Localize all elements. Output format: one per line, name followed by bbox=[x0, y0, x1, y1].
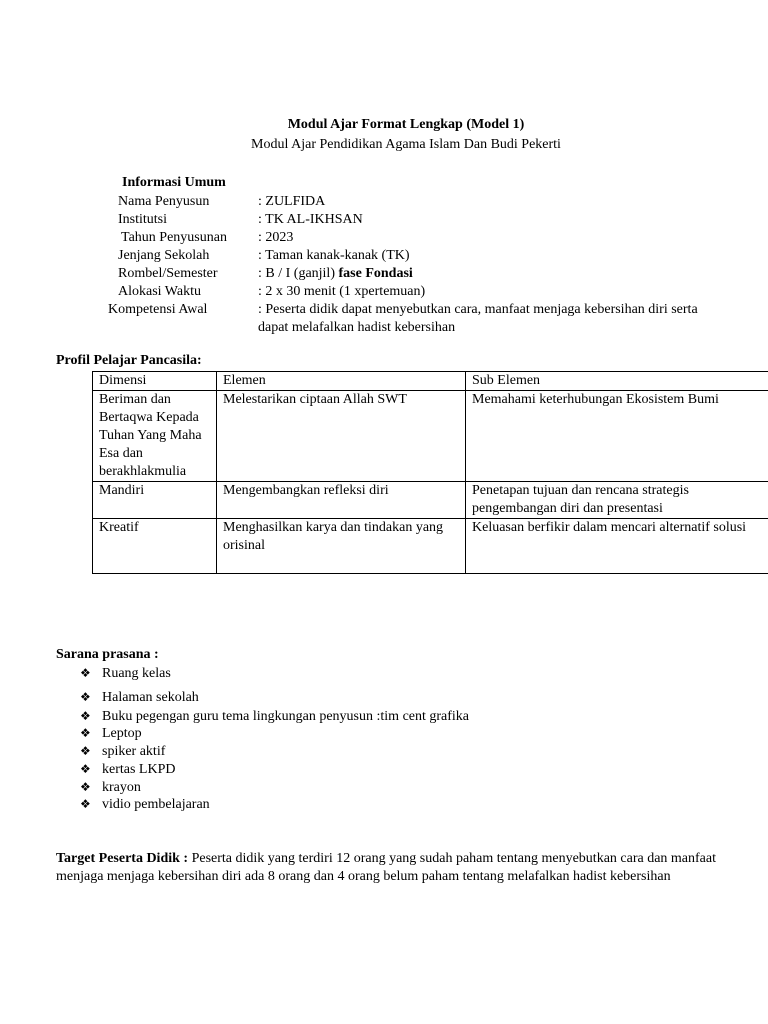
profil-table bbox=[92, 371, 768, 574]
diamond-bullet-icon: ❖ bbox=[80, 666, 91, 680]
diamond-bullet-icon: ❖ bbox=[80, 780, 91, 794]
table-cell-dimensi: Beriman dan Bertaqwa Kepada Tuhan Yang Maha Esa dan berakhlakmulia bbox=[93, 391, 217, 482]
table-row bbox=[93, 519, 768, 574]
field-value-text: : B / I (ganjil) bbox=[258, 266, 339, 281]
informasi-umum-heading: Informasi Umum bbox=[122, 175, 226, 190]
field-value: : Peserta didik dapat menyebutkan cara, manfaat menjaga kebersihan diri serta bbox=[258, 302, 698, 317]
diamond-bullet-icon: ❖ bbox=[80, 690, 91, 704]
profil-heading: Profil Pelajar Pancasila: bbox=[56, 353, 202, 368]
sarana-heading: Sarana prasana : bbox=[56, 647, 159, 662]
diamond-bullet-icon: ❖ bbox=[80, 744, 91, 758]
fase-label: fase Fondasi bbox=[338, 266, 413, 281]
field-alokasi-waktu bbox=[0, 283, 768, 301]
table-cell-sub-elemen: Penetapan tujuan dan rencana strategis pengembangan diri dan presentasi bbox=[466, 482, 768, 519]
field-label: Rombel/Semester bbox=[118, 266, 218, 281]
diamond-bullet-icon: ❖ bbox=[80, 762, 91, 776]
field-value: : 2 x 30 menit (1 xpertemuan) bbox=[258, 284, 426, 299]
field-tahun-penyusunan bbox=[0, 229, 768, 247]
target-heading: Target Peserta Didik : bbox=[56, 851, 189, 866]
table-cell-dimensi: Kreatif bbox=[93, 519, 217, 574]
field-value bbox=[258, 265, 413, 283]
list-item: ❖ krayon bbox=[80, 780, 141, 795]
field-institusi bbox=[0, 211, 768, 229]
list-item: ❖ Leptop bbox=[80, 726, 142, 741]
field-jenjang-sekolah bbox=[0, 247, 768, 265]
field-label: Tahun Penyusunan bbox=[121, 230, 227, 245]
table-cell-elemen: Menghasilkan karya dan tindakan yang orisinal bbox=[217, 519, 466, 574]
table-row bbox=[93, 391, 768, 482]
document-title: Modul Ajar Format Lengkap (Model 1) bbox=[287, 117, 525, 132]
list-item: ❖ kertas LKPD bbox=[80, 762, 176, 777]
field-nama-penyusun bbox=[0, 193, 768, 211]
column-header-dimensi: Dimensi bbox=[93, 372, 217, 391]
table-cell-sub-elemen: Memahami keterhubungan Ekosistem Bumi bbox=[466, 391, 768, 482]
target-text: Peserta didik yang terdiri 12 orang yang sudah paham tentang menyebutkan cara dan manfaat menjaga menjaga kebersihan diri ada 8 orang dan 4 orang belum paham tentang melafalkan hadist kebersihan bbox=[56, 851, 717, 884]
table-cell-elemen: Melestarikan ciptaan Allah SWT bbox=[217, 391, 466, 482]
diamond-bullet-icon: ❖ bbox=[80, 797, 91, 811]
list-item: ❖ Buku pegengan guru tema lingkungan penyusun :tim cent grafika bbox=[80, 709, 470, 724]
field-label: Alokasi Waktu bbox=[118, 284, 201, 299]
column-header-sub-elemen: Sub Elemen bbox=[466, 372, 768, 391]
target-paragraph bbox=[56, 850, 736, 886]
field-label: Kompetensi Awal bbox=[108, 302, 208, 317]
field-value: : Taman kanak-kanak (TK) bbox=[258, 248, 410, 263]
list-item: ❖ vidio pembelajaran bbox=[80, 797, 210, 812]
table-cell-sub-elemen: Keluasan berfikir dalam mencari alternatif solusi bbox=[466, 519, 768, 574]
field-label: Nama Penyusun bbox=[118, 194, 210, 209]
field-value: : ZULFIDA bbox=[258, 194, 326, 209]
document-subtitle: Modul Ajar Pendidikan Agama Islam Dan Budi Pekerti bbox=[251, 137, 561, 152]
list-item: ❖ spiker aktif bbox=[80, 744, 166, 759]
diamond-bullet-icon: ❖ bbox=[80, 709, 91, 723]
field-value: : 2023 bbox=[258, 230, 294, 245]
field-rombel-semester bbox=[0, 265, 768, 283]
field-kompetensi-awal bbox=[0, 301, 768, 319]
diamond-bullet-icon: ❖ bbox=[80, 726, 91, 740]
field-value-continued: dapat melafalkan hadist kebersihan bbox=[258, 320, 456, 335]
field-label: Institutsi bbox=[118, 212, 168, 227]
table-cell-elemen: Mengembangkan refleksi diri bbox=[217, 482, 466, 519]
table-cell-dimensi: Mandiri bbox=[93, 482, 217, 519]
field-label: Jenjang Sekolah bbox=[118, 248, 210, 263]
list-item: ❖ Halaman sekolah bbox=[80, 690, 199, 705]
field-value: : TK AL-IKHSAN bbox=[258, 212, 363, 227]
table-row bbox=[93, 482, 768, 519]
list-item: ❖ Ruang kelas bbox=[80, 666, 171, 681]
field-kompetensi-awal-cont bbox=[0, 319, 768, 337]
table-header-row bbox=[93, 372, 768, 391]
column-header-elemen: Elemen bbox=[217, 372, 466, 391]
